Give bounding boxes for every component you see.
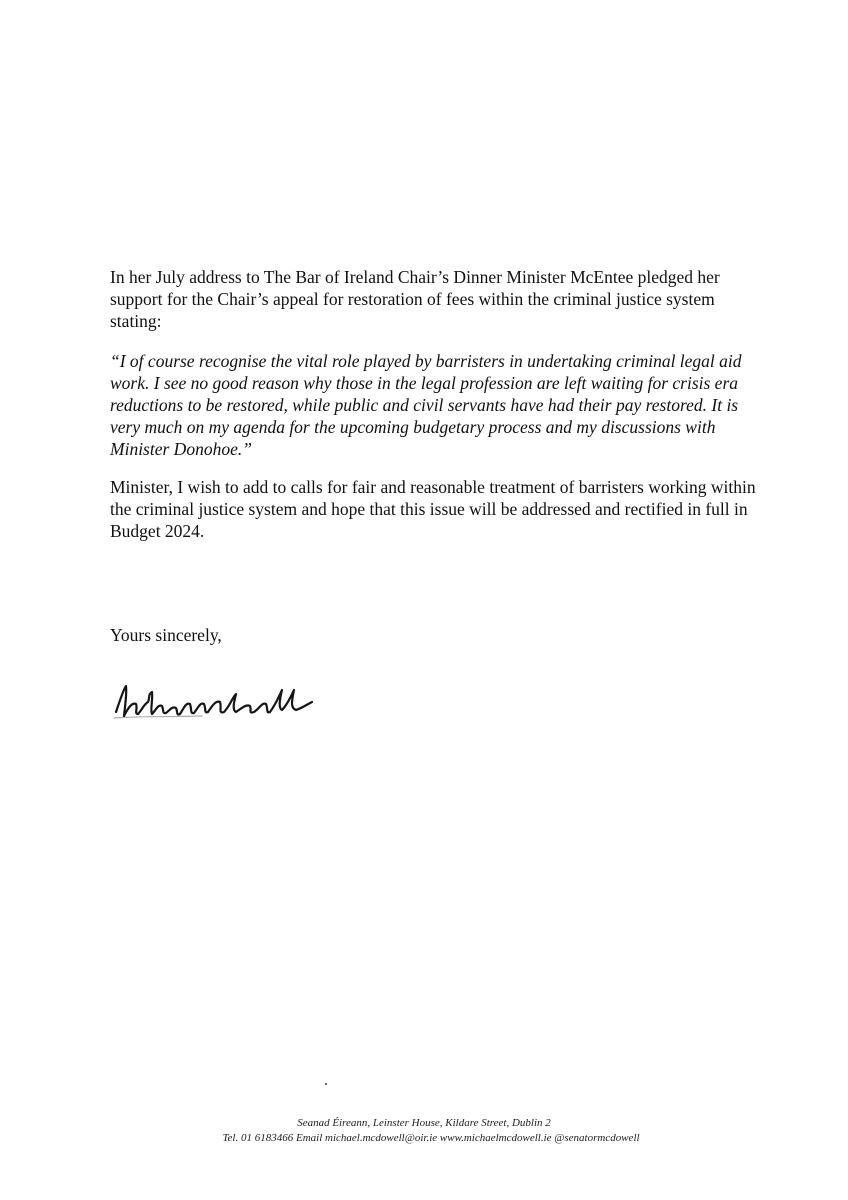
closing-salutation: Yours sincerely, — [110, 625, 222, 645]
handwritten-signature-icon — [112, 680, 322, 730]
request-paragraph: Minister, I wish to add to calls for fair and reasonable treatment of barristers working within the criminal justice system and hope that this issue will be addressed and rectified in full in Budget 2024. — [110, 477, 756, 541]
letterhead-footer — [0, 1116, 848, 1146]
footer-address: Seanad Éireann, Leinster House, Kildare Street, Dublin 2 — [297, 1117, 551, 1129]
minister-quote: “I of course recognise the vital role played by barristers in undertaking criminal legal aid work. I see no good reason why those in the legal profession are left waiting for crisis era reductions to be restored, while public and civil servants have had their pay restored. It is very much on my agenda for the upcoming budgetary process and my discussions with Minister Donohoe.” — [110, 351, 742, 459]
scan-speck — [325, 1083, 327, 1085]
intro-paragraph: In her July address to The Bar of Ireland Chair’s Dinner Minister McEntee pledged her support for the Chair’s appeal for restoration of fees within the criminal justice system stating: — [110, 267, 720, 331]
footer-contact: Tel. 01 6183466 Email michael.mcdowell@oir.ie www.michaelmcdowell.ie @senatormcdowell — [222, 1132, 640, 1144]
